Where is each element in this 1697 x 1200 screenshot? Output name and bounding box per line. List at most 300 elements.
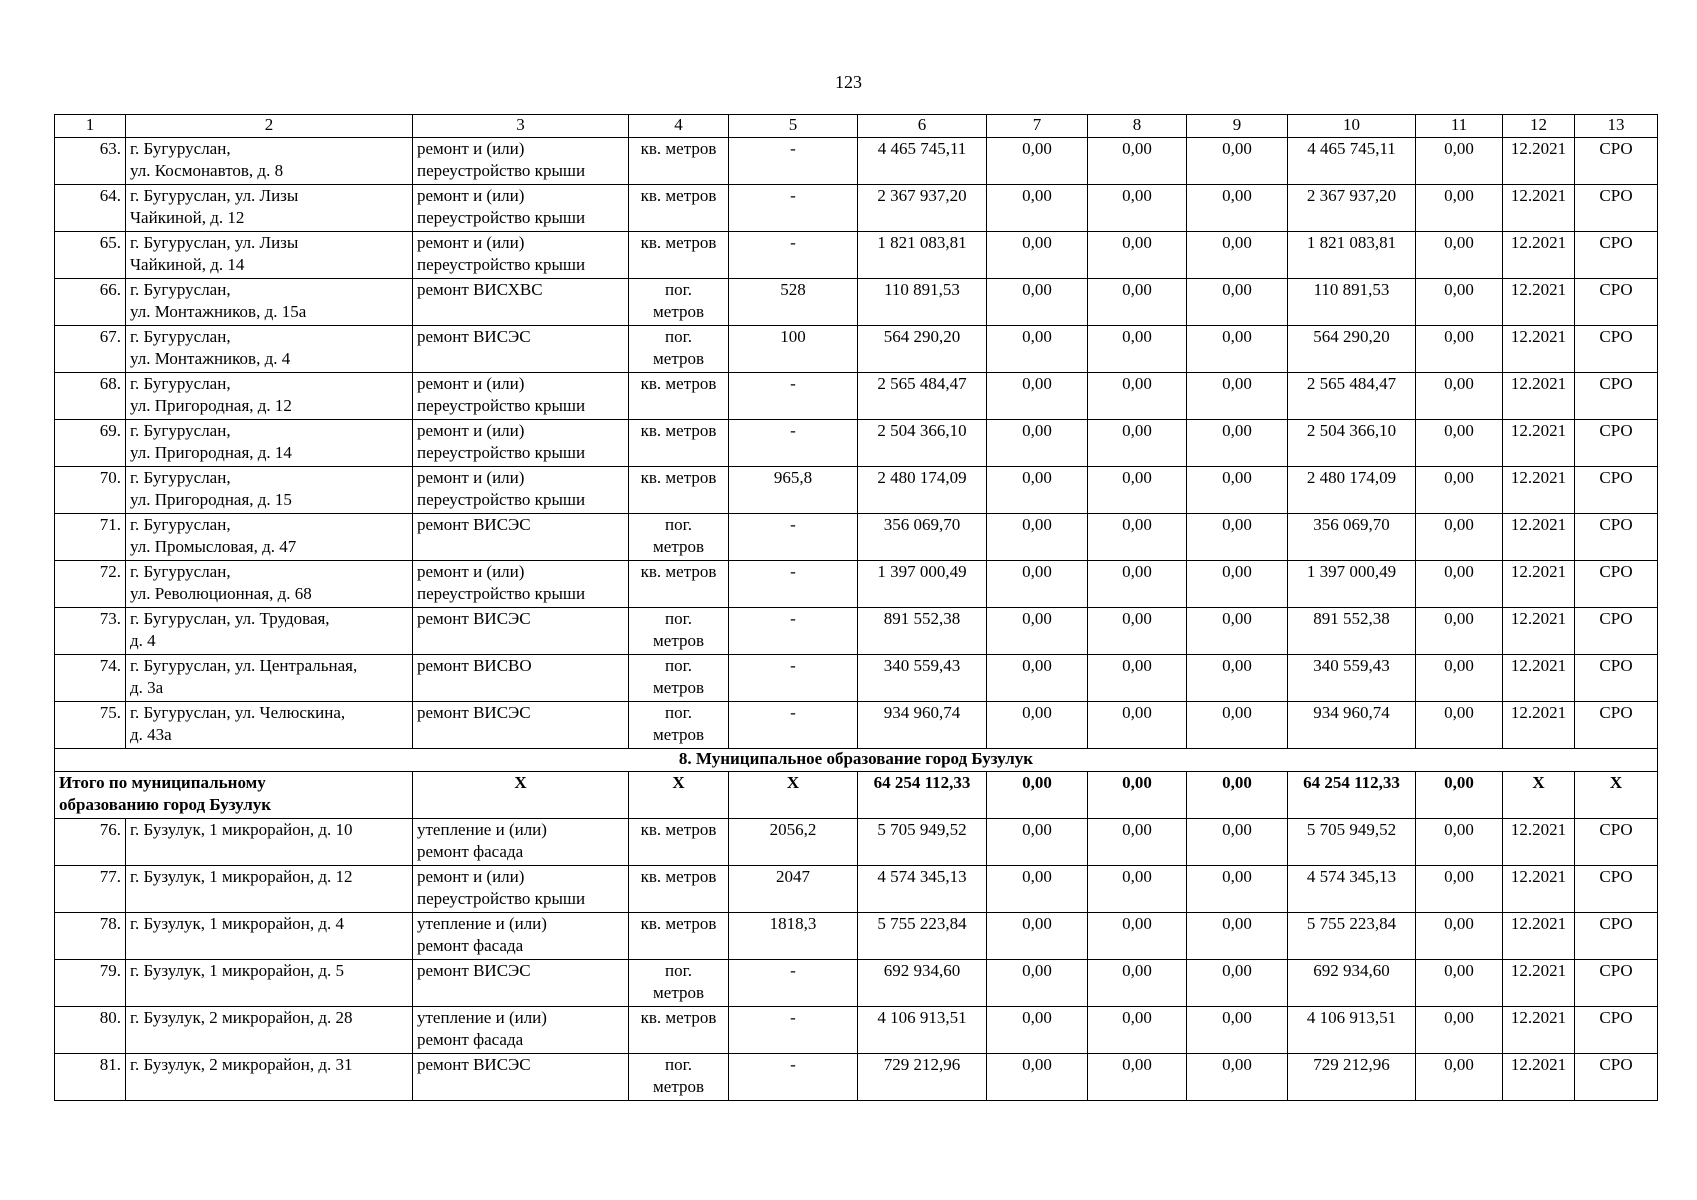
work-type-cell-line: ремонт фасада	[417, 842, 524, 861]
work-type-cell-line: переустройство крыши	[417, 443, 586, 462]
table-row	[55, 185, 1658, 232]
unit-cell-line: кв. метров	[640, 562, 717, 581]
work-type-cell	[413, 608, 629, 655]
unit-cell	[629, 655, 729, 702]
col10-cell: 110 891,53	[1288, 279, 1416, 326]
unit-cell-line: метров	[653, 1077, 704, 1096]
unit-cell	[629, 608, 729, 655]
work-type-cell-line: ремонт и (или)	[417, 374, 525, 393]
unit-cell-line: пог.	[665, 609, 692, 628]
col9-cell: 0,00	[1187, 232, 1288, 279]
executor-cell: СРО	[1575, 138, 1658, 185]
col11-cell: 0,00	[1416, 960, 1503, 1007]
row-number: 66.	[55, 279, 126, 326]
unit-cell-line: кв. метров	[640, 421, 717, 440]
total-col7: 0,00	[987, 772, 1088, 819]
col8-cell: 0,00	[1088, 561, 1187, 608]
executor-cell: СРО	[1575, 702, 1658, 749]
unit-cell-line: кв. метров	[640, 914, 717, 933]
section-row	[55, 749, 1658, 772]
unit-cell-line: кв. метров	[640, 139, 717, 158]
col7-cell: 0,00	[987, 373, 1088, 420]
deadline-cell: 12.2021	[1503, 420, 1575, 467]
row-number: 68.	[55, 373, 126, 420]
unit-cell	[629, 1007, 729, 1054]
row-number: 78.	[55, 913, 126, 960]
address-cell-line: г. Бугуруслан,	[130, 139, 231, 158]
unit-cell-line: пог.	[665, 280, 692, 299]
address-cell-line: г. Бугуруслан, ул. Трудовая,	[130, 609, 330, 628]
work-type-cell-line: ремонт и (или)	[417, 186, 525, 205]
col8-cell: 0,00	[1088, 819, 1187, 866]
address-cell-line: д. 4	[130, 631, 156, 650]
executor-cell: СРО	[1575, 655, 1658, 702]
table-row	[55, 561, 1658, 608]
total-cost-cell: 110 891,53	[858, 279, 987, 326]
unit-cell-line: кв. метров	[640, 867, 717, 886]
table-row	[55, 326, 1658, 373]
col7-cell: 0,00	[987, 1054, 1088, 1101]
address-cell	[126, 279, 413, 326]
address-cell	[126, 420, 413, 467]
deadline-cell: 12.2021	[1503, 913, 1575, 960]
work-type-cell-line: ремонт ВИСЭС	[417, 961, 531, 980]
table-row	[55, 279, 1658, 326]
col9-cell: 0,00	[1187, 819, 1288, 866]
col8-cell: 0,00	[1088, 326, 1187, 373]
address-cell-line: г. Бугуруслан, ул. Центральная,	[130, 656, 358, 675]
address-cell	[126, 913, 413, 960]
table-row	[55, 467, 1658, 514]
deadline-cell: 12.2021	[1503, 960, 1575, 1007]
col9-cell: 0,00	[1187, 373, 1288, 420]
col11-cell: 0,00	[1416, 373, 1503, 420]
executor-cell: СРО	[1575, 232, 1658, 279]
total-cost-cell: 934 960,74	[858, 702, 987, 749]
table-row	[55, 1007, 1658, 1054]
col10-cell: 340 559,43	[1288, 655, 1416, 702]
col9-cell: 0,00	[1187, 420, 1288, 467]
table-row	[55, 913, 1658, 960]
address-cell-line: г. Бугуруслан,	[130, 421, 231, 440]
total-cost-cell: 2 565 484,47	[858, 373, 987, 420]
total-cost-cell: 2 480 174,09	[858, 467, 987, 514]
address-cell-line: ул. Космонавтов, д. 8	[130, 161, 284, 180]
col9-cell: 0,00	[1187, 913, 1288, 960]
work-type-cell	[413, 960, 629, 1007]
col9-cell: 0,00	[1187, 514, 1288, 561]
col7-cell: 0,00	[987, 420, 1088, 467]
unit-cell-line: метров	[653, 349, 704, 368]
address-cell-line: г. Бузулук, 1 микрорайон, д. 12	[130, 867, 353, 886]
address-cell-line: ул. Пригородная, д. 15	[130, 490, 292, 509]
column-header-3: 3	[413, 115, 629, 138]
col11-cell: 0,00	[1416, 138, 1503, 185]
work-type-cell-line: ремонт ВИСЭС	[417, 515, 531, 534]
table-row	[55, 608, 1658, 655]
address-cell	[126, 467, 413, 514]
work-type-cell	[413, 232, 629, 279]
column-header-12: 12	[1503, 115, 1575, 138]
col7-cell: 0,00	[987, 1007, 1088, 1054]
quantity-cell: -	[729, 608, 858, 655]
total-col11: 0,00	[1416, 772, 1503, 819]
address-cell-line: ул. Монтажников, д. 4	[130, 349, 291, 368]
address-cell	[126, 373, 413, 420]
table-row	[55, 702, 1658, 749]
unit-cell	[629, 467, 729, 514]
col8-cell: 0,00	[1088, 1007, 1187, 1054]
executor-cell: СРО	[1575, 326, 1658, 373]
total-cost-cell: 4 465 745,11	[858, 138, 987, 185]
executor-cell: СРО	[1575, 1007, 1658, 1054]
address-cell-line: д. 3а	[130, 678, 164, 697]
deadline-cell: 12.2021	[1503, 467, 1575, 514]
quantity-cell: 2056,2	[729, 819, 858, 866]
address-cell	[126, 866, 413, 913]
total-col8: 0,00	[1088, 772, 1187, 819]
work-type-cell-line: утепление и (или)	[417, 1008, 547, 1027]
unit-cell-line: метров	[653, 725, 704, 744]
quantity-cell: -	[729, 1007, 858, 1054]
total-cost-cell: 4 574 345,13	[858, 866, 987, 913]
col8-cell: 0,00	[1088, 608, 1187, 655]
quantity-cell: 965,8	[729, 467, 858, 514]
address-cell-line: г. Бузулук, 1 микрорайон, д. 5	[130, 961, 345, 980]
col11-cell: 0,00	[1416, 514, 1503, 561]
work-type-cell	[413, 326, 629, 373]
col7-cell: 0,00	[987, 138, 1088, 185]
column-header-5: 5	[729, 115, 858, 138]
row-number: 65.	[55, 232, 126, 279]
address-cell	[126, 1054, 413, 1101]
address-cell	[126, 655, 413, 702]
unit-cell-line: кв. метров	[640, 1008, 717, 1027]
row-number: 73.	[55, 608, 126, 655]
table-row	[55, 655, 1658, 702]
column-header-10: 10	[1288, 115, 1416, 138]
col7-cell: 0,00	[987, 960, 1088, 1007]
column-header-1: 1	[55, 115, 126, 138]
col11-cell: 0,00	[1416, 608, 1503, 655]
col9-cell: 0,00	[1187, 561, 1288, 608]
deadline-cell: 12.2021	[1503, 655, 1575, 702]
col10-cell: 564 290,20	[1288, 326, 1416, 373]
work-type-cell	[413, 655, 629, 702]
deadline-cell: 12.2021	[1503, 279, 1575, 326]
total-label	[55, 772, 413, 819]
deadline-cell: 12.2021	[1503, 702, 1575, 749]
row-number: 64.	[55, 185, 126, 232]
unit-cell	[629, 185, 729, 232]
address-cell	[126, 138, 413, 185]
quantity-cell: -	[729, 373, 858, 420]
col10-cell: 1 397 000,49	[1288, 561, 1416, 608]
quantity-cell: -	[729, 185, 858, 232]
col10-cell: 2 480 174,09	[1288, 467, 1416, 514]
col9-cell: 0,00	[1187, 702, 1288, 749]
deadline-cell: 12.2021	[1503, 326, 1575, 373]
executor-cell: СРО	[1575, 960, 1658, 1007]
unit-cell-line: пог.	[665, 327, 692, 346]
col9-cell: 0,00	[1187, 138, 1288, 185]
address-cell-line: г. Бузулук, 1 микрорайон, д. 4	[130, 914, 345, 933]
unit-cell-line: кв. метров	[640, 186, 717, 205]
unit-cell-line: кв. метров	[640, 468, 717, 487]
row-number: 67.	[55, 326, 126, 373]
total-cost-cell: 692 934,60	[858, 960, 987, 1007]
col8-cell: 0,00	[1088, 655, 1187, 702]
quantity-cell: -	[729, 561, 858, 608]
unit-cell-line: пог.	[665, 1055, 692, 1074]
unit-cell-line: метров	[653, 678, 704, 697]
table-row	[55, 514, 1658, 561]
work-type-cell-line: ремонт фасада	[417, 1030, 524, 1049]
col7-cell: 0,00	[987, 561, 1088, 608]
address-cell	[126, 185, 413, 232]
col9-cell: 0,00	[1187, 608, 1288, 655]
work-type-cell	[413, 467, 629, 514]
total-cost-cell: 356 069,70	[858, 514, 987, 561]
column-header-13: 13	[1575, 115, 1658, 138]
quantity-cell: 528	[729, 279, 858, 326]
col7-cell: 0,00	[987, 655, 1088, 702]
row-number: 75.	[55, 702, 126, 749]
unit-cell	[629, 913, 729, 960]
page-number: 123	[835, 72, 862, 92]
address-cell-line: г. Бугуруслан,	[130, 562, 231, 581]
deadline-cell: 12.2021	[1503, 373, 1575, 420]
work-type-cell-line: ремонт и (или)	[417, 421, 525, 440]
work-type-cell	[413, 866, 629, 913]
col8-cell: 0,00	[1088, 373, 1187, 420]
total-cost-cell: 1 397 000,49	[858, 561, 987, 608]
total-cost-cell: 564 290,20	[858, 326, 987, 373]
work-type-cell	[413, 1007, 629, 1054]
row-number: 63.	[55, 138, 126, 185]
deadline-cell: 12.2021	[1503, 561, 1575, 608]
work-type-cell	[413, 373, 629, 420]
col8-cell: 0,00	[1088, 960, 1187, 1007]
col7-cell: 0,00	[987, 702, 1088, 749]
row-number: 80.	[55, 1007, 126, 1054]
unit-cell-line: метров	[653, 983, 704, 1002]
address-cell-line: ул. Пригородная, д. 12	[130, 396, 292, 415]
address-cell	[126, 561, 413, 608]
work-type-cell	[413, 561, 629, 608]
work-type-cell-line: переустройство крыши	[417, 396, 586, 415]
executor-cell: СРО	[1575, 608, 1658, 655]
address-cell-line: г. Бугуруслан, ул. Челюскина,	[130, 703, 346, 722]
work-type-cell-line: ремонт ВИСВО	[417, 656, 532, 675]
work-type-cell	[413, 1054, 629, 1101]
address-cell-line: ул. Монтажников, д. 15а	[130, 302, 307, 321]
col7-cell: 0,00	[987, 514, 1088, 561]
column-header-7: 7	[987, 115, 1088, 138]
unit-cell	[629, 866, 729, 913]
total-col10: 64 254 112,33	[1288, 772, 1416, 819]
col10-cell: 891 552,38	[1288, 608, 1416, 655]
col7-cell: 0,00	[987, 279, 1088, 326]
col9-cell: 0,00	[1187, 866, 1288, 913]
address-cell	[126, 960, 413, 1007]
work-type-cell	[413, 514, 629, 561]
total-col9: 0,00	[1187, 772, 1288, 819]
executor-cell: СРО	[1575, 279, 1658, 326]
col8-cell: 0,00	[1088, 467, 1187, 514]
table-row	[55, 138, 1658, 185]
address-cell	[126, 702, 413, 749]
unit-cell-line: пог.	[665, 961, 692, 980]
executor-cell: СРО	[1575, 185, 1658, 232]
row-number: 79.	[55, 960, 126, 1007]
col7-cell: 0,00	[987, 467, 1088, 514]
col10-cell: 2 504 366,10	[1288, 420, 1416, 467]
col11-cell: 0,00	[1416, 819, 1503, 866]
col9-cell: 0,00	[1187, 326, 1288, 373]
unit-cell	[629, 1054, 729, 1101]
work-type-cell-line: ремонт и (или)	[417, 468, 525, 487]
deadline-cell: 12.2021	[1503, 819, 1575, 866]
col10-cell: 356 069,70	[1288, 514, 1416, 561]
quantity-cell: 100	[729, 326, 858, 373]
quantity-cell: -	[729, 655, 858, 702]
row-number: 71.	[55, 514, 126, 561]
total-cost-cell: 4 106 913,51	[858, 1007, 987, 1054]
col8-cell: 0,00	[1088, 1054, 1187, 1101]
row-number: 72.	[55, 561, 126, 608]
unit-cell-line: кв. метров	[640, 374, 717, 393]
column-header-6: 6	[858, 115, 987, 138]
total-cost-cell: 2 367 937,20	[858, 185, 987, 232]
quantity-cell: -	[729, 960, 858, 1007]
total-cost-cell: 2 504 366,10	[858, 420, 987, 467]
row-number: 81.	[55, 1054, 126, 1101]
address-cell-line: г. Бугуруслан, ул. Лизы	[130, 186, 299, 205]
quantity-cell: -	[729, 1054, 858, 1101]
work-type-cell-line: утепление и (или)	[417, 820, 547, 839]
col8-cell: 0,00	[1088, 420, 1187, 467]
col7-cell: 0,00	[987, 326, 1088, 373]
col11-cell: 0,00	[1416, 279, 1503, 326]
deadline-cell: 12.2021	[1503, 1054, 1575, 1101]
total-cost-cell: 729 212,96	[858, 1054, 987, 1101]
column-number-header	[55, 115, 1658, 138]
col8-cell: 0,00	[1088, 866, 1187, 913]
col11-cell: 0,00	[1416, 1054, 1503, 1101]
total-col12: Х	[1503, 772, 1575, 819]
work-type-cell	[413, 138, 629, 185]
address-cell-line: г. Бузулук, 1 микрорайон, д. 10	[130, 820, 353, 839]
total-col5: Х	[729, 772, 858, 819]
work-type-cell-line: утепление и (или)	[417, 914, 547, 933]
col8-cell: 0,00	[1088, 138, 1187, 185]
col9-cell: 0,00	[1187, 185, 1288, 232]
work-type-cell-line: ремонт и (или)	[417, 867, 525, 886]
deadline-cell: 12.2021	[1503, 138, 1575, 185]
table-row	[55, 1054, 1658, 1101]
col7-cell: 0,00	[987, 608, 1088, 655]
work-type-cell	[413, 702, 629, 749]
col10-cell: 2 565 484,47	[1288, 373, 1416, 420]
address-cell-line: г. Бугуруслан,	[130, 374, 231, 393]
address-cell-line: г. Бугуруслан,	[130, 515, 231, 534]
address-cell-line: Чайкиной, д. 14	[130, 255, 245, 274]
quantity-cell: -	[729, 138, 858, 185]
col10-cell: 5 705 949,52	[1288, 819, 1416, 866]
work-type-cell	[413, 279, 629, 326]
col7-cell: 0,00	[987, 232, 1088, 279]
table-row	[55, 960, 1658, 1007]
col8-cell: 0,00	[1088, 514, 1187, 561]
unit-cell	[629, 960, 729, 1007]
work-type-cell-line: ремонт ВИСЭС	[417, 327, 531, 346]
work-type-cell-line: ремонт фасада	[417, 936, 524, 955]
column-header-11: 11	[1416, 115, 1503, 138]
work-type-cell	[413, 420, 629, 467]
executor-cell: СРО	[1575, 373, 1658, 420]
col8-cell: 0,00	[1088, 702, 1187, 749]
col10-cell: 4 574 345,13	[1288, 866, 1416, 913]
address-cell-line: ул. Промысловая, д. 47	[130, 537, 297, 556]
quantity-cell: 1818,3	[729, 913, 858, 960]
total-cost-cell: 891 552,38	[858, 608, 987, 655]
col8-cell: 0,00	[1088, 232, 1187, 279]
address-cell	[126, 326, 413, 373]
unit-cell	[629, 279, 729, 326]
executor-cell: СРО	[1575, 913, 1658, 960]
address-cell-line: ул. Пригородная, д. 14	[130, 443, 292, 462]
unit-cell-line: пог.	[665, 703, 692, 722]
col9-cell: 0,00	[1187, 279, 1288, 326]
table-row	[55, 232, 1658, 279]
row-number: 69.	[55, 420, 126, 467]
total-row	[55, 772, 1658, 819]
col9-cell: 0,00	[1187, 467, 1288, 514]
executor-cell: СРО	[1575, 467, 1658, 514]
total-cost-cell: 340 559,43	[858, 655, 987, 702]
unit-cell	[629, 232, 729, 279]
unit-cell-line: кв. метров	[640, 233, 717, 252]
column-header-2: 2	[126, 115, 413, 138]
work-type-cell-line: ремонт и (или)	[417, 562, 525, 581]
col10-cell: 692 934,60	[1288, 960, 1416, 1007]
unit-cell	[629, 702, 729, 749]
quantity-cell: 2047	[729, 866, 858, 913]
col10-cell: 2 367 937,20	[1288, 185, 1416, 232]
unit-cell	[629, 420, 729, 467]
total-label-line: Итого по муниципальному	[59, 773, 266, 792]
col8-cell: 0,00	[1088, 913, 1187, 960]
total-label-line: образованию город Бузулук	[59, 795, 272, 814]
column-header-4: 4	[629, 115, 729, 138]
quantity-cell: -	[729, 232, 858, 279]
work-type-cell-line: ремонт и (или)	[417, 233, 525, 252]
work-type-cell-line: переустройство крыши	[417, 889, 586, 908]
unit-cell	[629, 373, 729, 420]
work-type-cell-line: ремонт ВИСЭС	[417, 703, 531, 722]
col7-cell: 0,00	[987, 866, 1088, 913]
address-cell-line: ул. Революционная, д. 68	[130, 584, 312, 603]
unit-cell	[629, 819, 729, 866]
col11-cell: 0,00	[1416, 467, 1503, 514]
work-type-cell	[413, 913, 629, 960]
total-col13: Х	[1575, 772, 1658, 819]
work-type-cell-line: переустройство крыши	[417, 490, 586, 509]
address-cell-line: д. 43а	[130, 725, 172, 744]
unit-cell-line: метров	[653, 302, 704, 321]
col8-cell: 0,00	[1088, 185, 1187, 232]
